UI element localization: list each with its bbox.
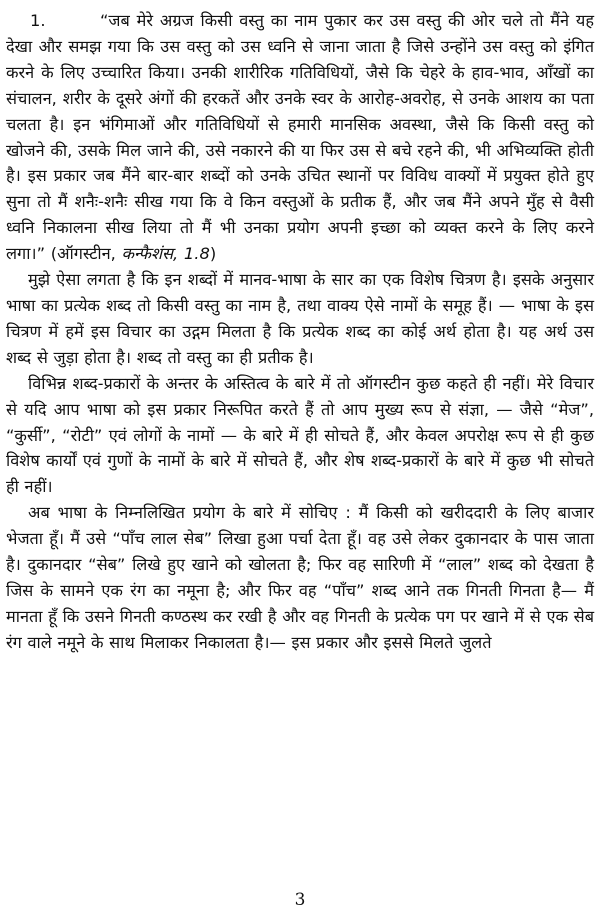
paragraph-text: मुझे ऐसा लगता है कि इन शब्दों में मानव-भाषा के सार का एक विशेष चित्रण है। इसके अनुसार भाषा का प्रत्येक शब्द तो किसी वस्तु का नाम है, तथा वाक्य ऐसे नामों के समूह हैं। — भाषा के इस चित्रण में हमें इस विचार का उद्गम मिलता है कि प्रत्येक शब्द का कोई अर्थ होता है। यह अर्थ उस शब्द से जुड़ा होता है। शब्द तो वस्तु का ही प्रतीक है। bbox=[6, 270, 594, 367]
body-text bbox=[6, 8, 594, 656]
paragraph-2 bbox=[6, 267, 594, 371]
paragraph-1 bbox=[6, 8, 594, 267]
quotation-text: “जब मेरे अग्रज किसी वस्तु का नाम पुकार कर उस वस्तु की ओर चले तो मैंने यह देखा और समझ गया कि उस वस्तु को उस ध्वनि से जाना जाता है जिसे उन्होंने उस वस्तु को इंगित करने के लिए उच्चारित किया। उनकी शारीरिक गतिविधियों, जैसे कि चेहरे के हाव-भाव, आँखों का संचालन, शरीर के दूसरे अंगों की हरकतें और उनके स्वर के आरोह-अवरोह, से उनके आशय का पता चलता है। इन भंगिमाओं और गतिविधियों से हमारी मानसिक अवस्था, जैसे कि किसी वस्तु को खोजने की, उसके मिल जाने की, उसे नकारने की या फिर उस से बचे रहने की, भी अभिव्यक्ति होती है। इस प्रकार जब मैंने बार-बार शब्दों को उनके उचित स्थानों पर विविध वाक्यों में प्रयुक्त होते हुए सुना तो मैं शनैः-शनैः सीख गया कि वे किन वस्तुओं के प्रतीक हैं, और जब मैंने अपने मुँह से वैसी ध्वनि निकालना सीख लिया तो मैं भी उनका प्रयोग अपनी इच्छा को व्यक्त करने के लिए करने लगा।” ( bbox=[6, 11, 594, 264]
page-number: 3 bbox=[294, 890, 306, 910]
paragraph-4 bbox=[6, 500, 594, 655]
paragraph-text: विभिन्न शब्द-प्रकारों के अन्तर के अस्तित्व के बारे में तो ऑगस्टीन कुछ कहते ही नहीं। मेरे विचार से यदि आप भाषा को इस प्रकार निरूपित करते हैं तो आप मुख्य रूप से संज्ञा, — जैसे “मेज”, “कुर्सी”, “रोटी” एवं लोगों के नामों — के बारे में ही सोचते हैं, और केवल अपरोक्ष रूप से ही कुछ विशेष कार्यों एवं गुणों के नामों के बारे में सोचते हैं, और शेष शब्द-प्रकारों के बारे में कुछ भी सोचते ही नहीं। bbox=[6, 373, 594, 497]
paragraph-number: 1. bbox=[30, 11, 46, 30]
paragraph-text: अब भाषा के निम्नलिखित प्रयोग के बारे में सोचिए : मैं किसी को खरीददारी के लिए बाजार भेजता हूँ। मैं उसे “पाँच लाल सेब” लिखा हुआ पर्चा देता हूँ। वह उसे लेकर दुकानदार के पास जाता है। दुकानदार “सेब” लिखे हुए खाने को खोलता है; फिर वह सारिणी में “लाल” शब्द को देखता है जिस के सामने एक रंग का नमूना है; और फिर वह “पाँच” शब्द आने तक गिनती गिनता है— मैं मानता हूँ कि उसने गिनती कण्ठस्थ कर रखी है और वह गिनती के प्रत्येक पग पर खाने में से एक सेब रंग वाले नमूने के साथ मिलाकर निकालता है।— इस प्रकार और इससे मिलते जुलते bbox=[6, 503, 594, 652]
paragraph-3 bbox=[6, 371, 594, 501]
citation-author: ऑगस्टीन, bbox=[57, 244, 122, 264]
citation-work: कन्फैशंस, 1.8 bbox=[121, 244, 210, 264]
citation-close: ) bbox=[209, 244, 217, 264]
